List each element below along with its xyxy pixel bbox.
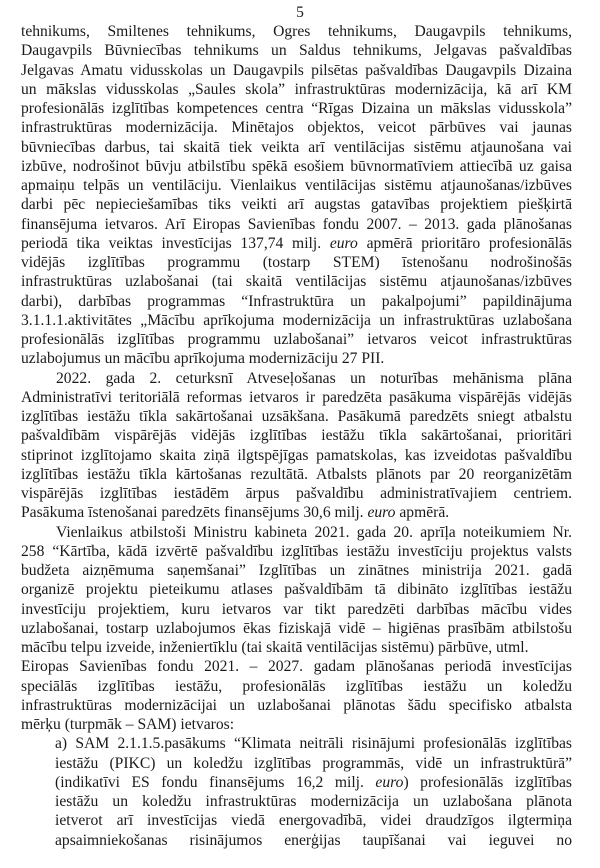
text-line: infrastruktūras modernizācija. Minētajos objektos, veicot pārbūves vai jaunas	[21, 119, 572, 137]
text-line: būvniecības darbus, tai skaitā tiek veikta arī ventilācijas sistēmu atjaunošana vai	[21, 138, 572, 156]
page-number: 5	[296, 4, 304, 21]
text-line: a) SAM 2.1.1.5.pasākums “Klimata neitrāli risinājumi profesionālās izglītības	[55, 735, 572, 753]
text-line: stiprinot izglītojamo skaita ziņā ilgtspējīgas pamatskolas, kas izveidotas pašvaldību	[21, 446, 572, 464]
text-line: profesionālās izglītības programmu uzlabošanai” ietvaros veicot infrastruktūras	[21, 331, 572, 348]
text-line: budžeta aizņēmuma saņemšanai” Izglītības un zinātnes ministrija 2021. gadā	[21, 562, 572, 579]
paragraph-2	[21, 369, 572, 523]
document-body	[21, 22, 572, 850]
text-line: darbi), darbības programmas “Infrastruktūra un pakalpojumi” papildinājuma	[21, 292, 572, 310]
text-line: Administratīvi teritoriālā reformas ietvaros ir paredzēta pasākuma vispārējās vidējās	[21, 388, 572, 406]
text-line: organizē projektu pieteikumu atlases pašvaldībām tā dibināto izglītības iestāžu	[21, 581, 572, 599]
text-line: izglītības iestāžu tīkla sakārtošanai uzsākšana. Pasākumā paredzēts sniegt atbalstu	[21, 408, 572, 425]
text-line: izglītības iestāžu tīkla kārtošanas rezultātā. Atbalsts plānots par 20 reorganizētām	[21, 465, 572, 483]
text-line: vispārējās izglītības iestādēm ārpus pašvaldību administratīvajiem centriem.	[21, 485, 572, 502]
text-line: infrastruktūras modernizācijai un uzlabošanai plānotas šādu specifisko atbalsta	[21, 696, 572, 714]
text-line: Jelgavas Amatu vidusskolas un Daugavpils pilsētas pašvaldības Daugavpils Dizaina	[21, 61, 572, 79]
italic-term: euro	[375, 773, 404, 791]
text-line: Pasākuma īstenošanai paredzēts finansējums 30,6 milj. euro apmērā.	[21, 504, 450, 522]
italic-term: euro	[329, 234, 358, 252]
text-line: mācību telpu izveide, inženiertīklu (tai skaitā ventilācijas sistēmu) pārbūve, utml.	[21, 639, 529, 656]
text-line: (indikatīvi ES fondu finansējums 16,2 milj. euro) profesionālās izglītības	[55, 773, 573, 791]
paragraph-3	[21, 523, 572, 658]
list-item	[55, 734, 572, 850]
text-line: Vienlaikus atbilstoši Ministru kabineta 2021. gada 20. aprīļa noteikumiem Nr.	[56, 523, 572, 541]
text-line: periodā tika veiktas investīcijas 137,74 milj. euro apmērā prioritāro profesionālās	[21, 234, 572, 252]
paragraph-1	[21, 22, 572, 369]
sam-measures-list	[21, 734, 572, 850]
text-line: 2022. gada 2. ceturksnī Atveseļošanas un noturības mehānisma plāna	[56, 369, 572, 387]
text-line: Eiropas Savienības fondu 2021. – 2027. gadam plānošanas periodā investīcijas	[21, 658, 572, 676]
text-line: uzlabošanai, tostarp uzlabojumos ēkas fiziskajā vidē – higiēnas prasībām atbilstošu	[21, 619, 572, 637]
text-line: iestāžu (PIKC) un koledžu izglītības programmās, vidē un infrastruktūrā”	[55, 754, 572, 772]
paragraph-4	[21, 657, 572, 734]
text-line: Daugavpils Būvniecības tehnikums un Saldus tehnikums, Jelgavas pašvaldības	[21, 42, 572, 60]
text-line: darbi pēc nepieciešamības tiks veikti arī augstas gatavības projektiem piešķirtā	[21, 196, 572, 214]
text-line: izbūve, nodrošinot būvju atbilstību spēkā esošiem būvnormatīviem attiecībā uz gaisa	[21, 157, 572, 175]
text-line: tehnikums, Smiltenes tehnikums, Ogres tehnikums, Daugavpils tehnikums,	[21, 23, 572, 40]
text-line: apsaimniekošanas risinājumos enerģijas taupīšanai vai ieguvei no	[55, 831, 572, 849]
text-line: speciālās izglītības iestāžu, profesionālās izglītības iestāžu un koledžu	[21, 677, 572, 695]
italic-term: euro	[367, 504, 396, 522]
text-line: ietverot arī investīcijas viedā energovadībā, videi draudzīgos ilgtermiņa	[55, 812, 572, 830]
text-line: pašvaldībām vispārējās vidējās izglītības iestāžu tīkla sakārtošanai, prioritāri	[21, 427, 572, 445]
text-line: 3.1.1.1.aktivitātes „Mācību aprīkojuma modernizācija un infrastruktūras uzlabošana	[21, 311, 572, 329]
text-line: apmaiņu telpās un ventilāciju. Vienlaikus ventilācijas sistēmu atjaunošanas/izbūves	[21, 177, 572, 194]
text-line: vidējās izglītības programmu (tostarp STEM) īstenošanu nodrošinošās	[21, 254, 572, 271]
text-line: investīciju projektiem, kuru ietvaros var tikt paredzēti darbības mācību vides	[21, 600, 572, 618]
text-line: mērķu (turpmāk – SAM) ietvaros:	[21, 716, 235, 733]
text-line: iestāžu un koledžu infrastruktūras modernizācija un uzlabošana plānota	[55, 793, 572, 810]
text-line: finansējuma ietvaros. Arī Eiropas Savienības fondu 2007. – 2013. gada plānošanas	[21, 215, 572, 233]
text-line: uzlabojumus un mācību aprīkojuma modernizāciju 27 PII.	[21, 350, 385, 368]
text-line: infrastruktūras uzlabošanai (tai skaitā ventilācijas sistēmu atjaunošanas/izbūves	[21, 273, 572, 291]
text-line: un mākslas vidusskolas „Saules skola” infrastruktūras modernizācija, kā arī KM	[21, 80, 572, 98]
text-line: profesionālās izglītības kompetences centra “Rīgas Dizaina un mākslas vidusskola”	[21, 100, 572, 117]
text-line: 258 “Kārtība, kādā izvērtē pašvaldību izglītības iestāžu investīciju projektus valsts	[21, 542, 572, 560]
